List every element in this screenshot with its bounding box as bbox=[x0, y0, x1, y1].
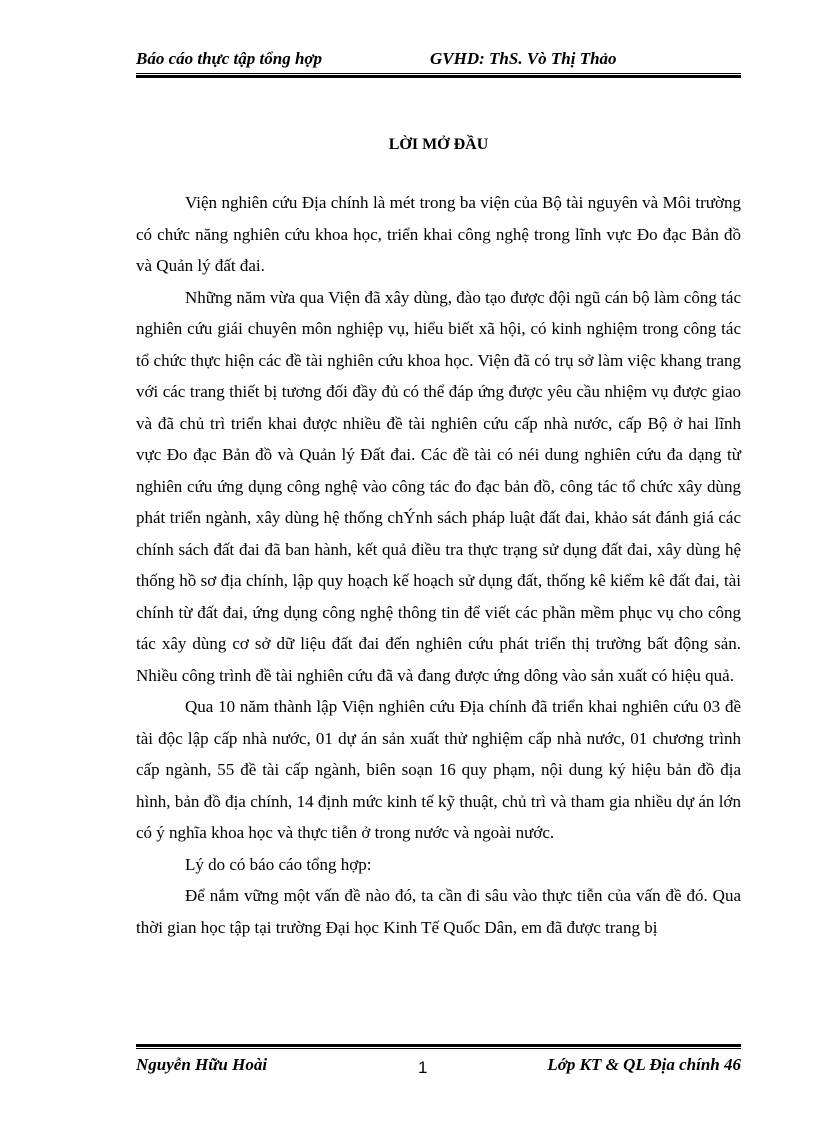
page-number: 1 bbox=[418, 1058, 428, 1077]
paragraph: Những năm vừa qua Viện đã xây dùng, đào tạo được đội ngũ cán bộ làm công tác nghiên cứu giái chuyên môn nghiệp vụ, hiểu biết xã hội, có kinh nghiệm trong công tác tổ chức thực hiện các đề tài nghiên cứu khoa học. Viện đã có trụ sở làm việc khang trang với các trang thiết bị tương đối đầy đủ có thể đáp ứng được yêu cầu nhiệm vụ được giao và đã chủ trì triển khai được nhiều đề tài nghiên cứu cấp nhà nước, cấp Bộ ở hai lĩnh vực Đo đạc Bản đồ và Quản lý Đất đai. Các đề tài có néi dung nghiên cứu đa dạng từ nghiên cứu ứng dụng công nghệ vào công tác đo đạc bản đồ, công tác tổ chức xây dùng phát triển ngành, xây dùng hệ thống chÝnh sách pháp luật đất đai, khảo sát đánh giá các chính sách đất đai đã ban hành, kết quả điều tra thực trạng sử dụng đất đai, xây dùng hệ thống hồ sơ địa chính, lập quy hoạch kế hoạch sử dụng đất, thống kê kiểm kê đất đai, tài chính từ đất đai, ứng dụng công nghệ thông tin để viết các phần mềm phục vụ cho công tác xây dùng cơ sở dữ liệu đất đai đến nghiên cứu phát triển thị trường bất động sản. Nhiều công trình đề tài nghiên cứu đã và đang được ứng dông vào sản xuất có hiệu quả. bbox=[136, 287, 741, 685]
page-header bbox=[136, 49, 741, 73]
footer-class: Lớp KT & QL Địa chính 46 bbox=[547, 1055, 741, 1074]
page-footer bbox=[136, 1044, 741, 1084]
paragraph: Lý do có báo cáo tổng hợp: bbox=[185, 854, 372, 874]
footer-rule-thick bbox=[136, 1044, 741, 1047]
paragraph: Qua 10 năm thành lập Viện nghiên cứu Địa chính đã triển khai nghiên cứu 03 đề tài độc lập cấp nhà nước, 01 dự án sản xuất thử nghiệm cấp nhà nước, 01 chương trình cấp ngành, 55 đề tài cấp ngành, biên soạn 16 quy phạm, nội dung ký hiệu bản đồ địa hình, bản đồ địa chính, 14 định mức kinh tế kỹ thuật, chủ trì và tham gia nhiều dự án lớn có ý nghĩa khoa học và thực tiễn ở trong nước và ngoài nước. bbox=[136, 697, 741, 842]
footer-rule-thin bbox=[136, 1048, 741, 1049]
header-supervisor: GVHD: ThS. Vò Thị Thảo bbox=[430, 49, 617, 68]
paragraph: Để nắm vững một vấn đề nào đó, ta cần đi sâu vào thực tiễn của vấn đề đó. Qua thời gian học tập tại trường Đại học Kinh Tế Quốc Dân, em đã được trang bị bbox=[136, 886, 741, 937]
header-rule-thick bbox=[136, 75, 741, 78]
header-report-title: Báo cáo thực tập tổng hợp bbox=[136, 49, 323, 68]
paragraph: Viện nghiên cứu Địa chính là mét trong ba viện của Bộ tài nguyên và Môi trường có chức năng nghiên cứu khoa học, triển khai công nghệ trong lĩnh vực Đo đạc Bản đồ và Quản lý đất đai. bbox=[136, 193, 741, 275]
footer-author: Nguyễn Hữu Hoài bbox=[136, 1055, 268, 1074]
document-body bbox=[136, 187, 741, 943]
page-title: LỜI MỞ ĐẦU bbox=[388, 136, 489, 153]
header-rule-thin bbox=[136, 73, 741, 74]
